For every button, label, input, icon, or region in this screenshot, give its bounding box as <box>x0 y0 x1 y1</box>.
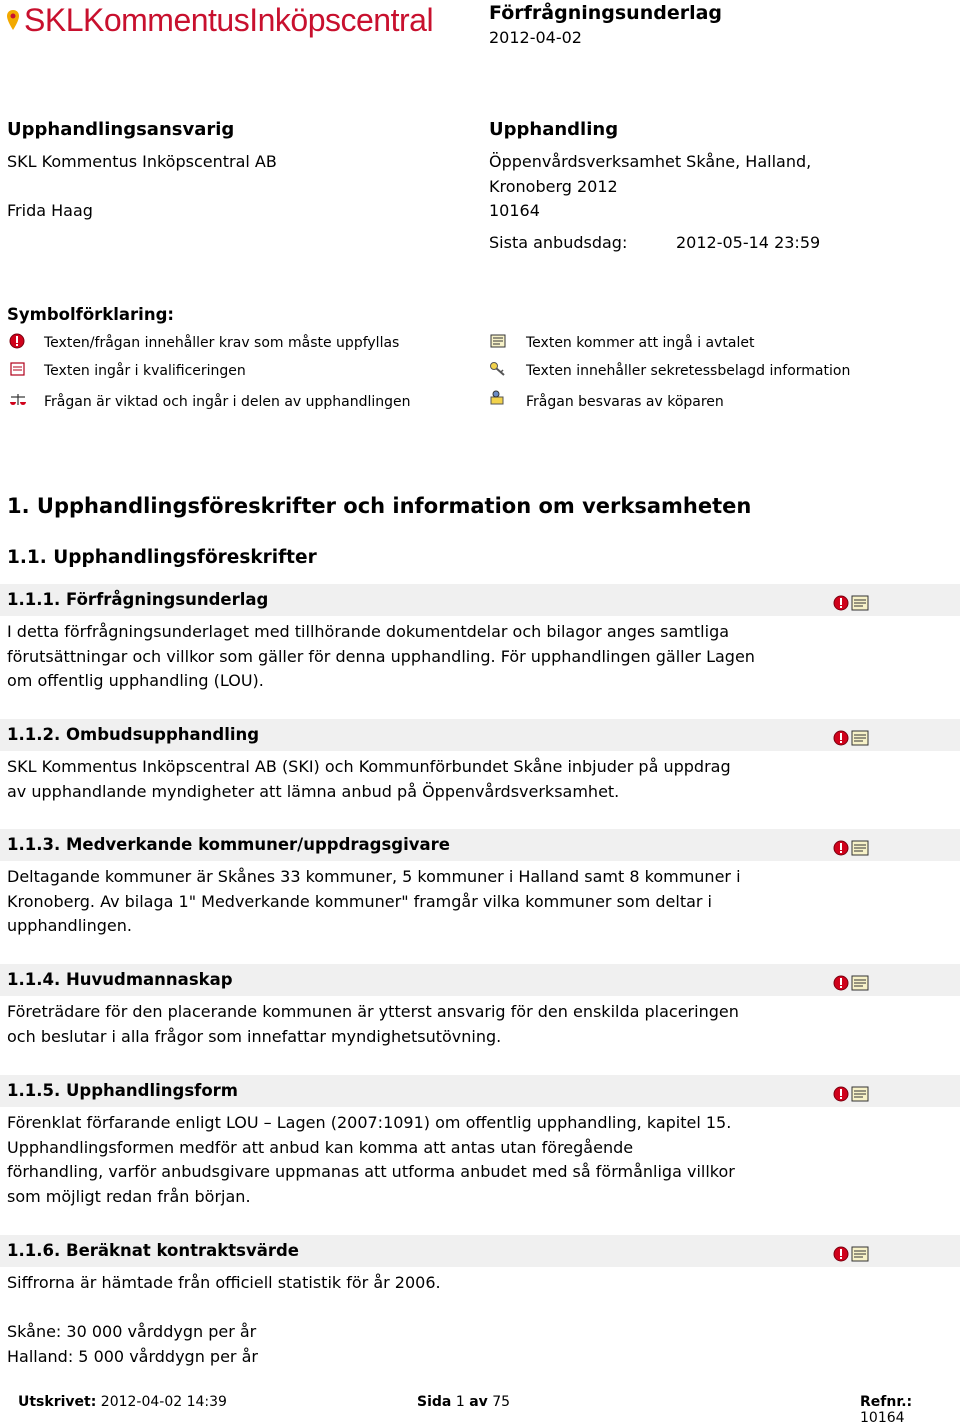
logo-text-kommentus: Kommentus <box>82 1 250 38</box>
procurement-name-line2: Kronoberg 2012 <box>489 177 618 196</box>
body-line: I detta förfrågningsunderlaget med tillhörande dokumentdelar och bilagor anges samtliga <box>7 622 730 641</box>
item-icons <box>833 1245 869 1262</box>
item-body <box>7 620 807 694</box>
document-date: 2012-04-02 <box>489 28 582 47</box>
page-number: 1 <box>455 1394 465 1410</box>
page-label: Sida <box>417 1394 452 1410</box>
exclamation-icon <box>833 839 850 856</box>
buyer-icon <box>489 390 507 406</box>
item-icons <box>833 594 869 611</box>
body-line: Halland: 5 000 vårddygn per år <box>7 1346 258 1366</box>
legend-text-buyer: Frågan besvaras av köparen <box>526 394 724 410</box>
scroll-icon <box>851 974 869 991</box>
ref-value: 10164 <box>860 1410 905 1426</box>
body-line: om offentlig upphandling (LOU). <box>7 671 264 691</box>
scroll-icon <box>851 1085 869 1102</box>
logo-text-inkopscentral: Inköpscentral <box>249 1 434 38</box>
legend-text-requirement: Texten/frågan innehåller krav som måste uppfyllas <box>44 335 400 351</box>
item-title: 1.1.5. Upphandlingsform <box>7 1081 238 1100</box>
item-icons <box>833 729 869 746</box>
blank-line <box>7 1296 807 1321</box>
scroll-icon <box>851 729 869 746</box>
item-icons <box>833 839 869 856</box>
legend-text-qualification: Texten ingår i kvalificeringen <box>44 363 246 379</box>
procurement-id: 10164 <box>489 201 540 220</box>
exclamation-icon <box>833 1085 850 1102</box>
document-title: Förfrågningsunderlag <box>489 2 723 24</box>
scroll-icon <box>851 594 869 611</box>
item-body <box>7 1000 807 1049</box>
logo-text-skl: SKL <box>24 1 83 38</box>
page-total: 75 <box>492 1394 511 1410</box>
section-heading: 1. Upphandlingsföreskrifter och information om verksamheten <box>7 494 752 518</box>
item-body <box>7 755 807 804</box>
printed-label: Utskrivet: <box>18 1394 97 1410</box>
exclamation-icon <box>833 1245 850 1262</box>
scale-icon <box>9 392 27 408</box>
qualification-icon <box>9 361 27 377</box>
exclamation-icon <box>833 974 850 991</box>
subsection-heading: 1.1. Upphandlingsföreskrifter <box>7 547 317 568</box>
footer-printed <box>18 1394 227 1410</box>
body-line: Kronoberg. Av bilaga 1" Medverkande kommuner" framgår vilka kommuner som deltar i <box>7 891 712 911</box>
location-pin-icon <box>6 9 20 31</box>
item-title: 1.1.6. Beräknat kontraktsvärde <box>7 1241 299 1260</box>
printed-value: 2012-04-02 14:39 <box>100 1394 227 1410</box>
item-body <box>7 1111 807 1209</box>
item-title: 1.1.3. Medverkande kommuner/uppdragsgivare <box>7 835 450 854</box>
legend-text-contract: Texten kommer att ingå i avtalet <box>526 335 755 351</box>
body-line: Skåne: 30 000 vårddygn per år <box>7 1322 257 1342</box>
body-line: Upphandlingsformen medför att anbud kan komma att antas utan föregående <box>7 1137 634 1157</box>
skl-logo <box>6 0 433 40</box>
body-line: och beslutar i alla frågor som innefattar myndighetsutövning. <box>7 1026 502 1046</box>
deadline-value: 2012-05-14 23:59 <box>676 233 821 252</box>
body-line: förhandling, varför anbudsgivare uppmanas att utforma anbudet med så förmånliga villkor <box>7 1162 735 1182</box>
body-line: förutsättningar och villkor som gäller för denna upphandling. För upphandlingen gäller Lagen <box>7 646 755 666</box>
body-line: Deltagande kommuner är Skånes 33 kommuner, 5 kommuner i Halland samt 8 kommuner i <box>7 867 741 886</box>
item-title: 1.1.4. Huvudmannaskap <box>7 970 233 989</box>
legend-text-weighted: Frågan är viktad och ingår i delen av upphandlingen <box>44 394 411 410</box>
responsible-heading: Upphandlingsansvarig <box>7 119 235 140</box>
body-line: av upphandlande myndigheter att lämna anbud på Öppenvårdsverksamhet. <box>7 781 620 801</box>
footer-ref <box>860 1394 960 1426</box>
item-body <box>7 1271 807 1369</box>
body-line: SKL Kommentus Inköpscentral AB (SKI) och Kommunförbundet Skåne inbjuder på uppdrag <box>7 757 731 776</box>
item-icons <box>833 1085 869 1102</box>
organisation-name: SKL Kommentus Inköpscentral AB <box>7 152 277 171</box>
body-line: Företrädare för den placerande kommunen är ytterst ansvarig för den enskilda placeringen <box>7 1002 739 1021</box>
procurement-heading: Upphandling <box>489 119 619 140</box>
key-icon <box>489 361 507 377</box>
page-of: av <box>469 1394 488 1410</box>
legend-text-confidential: Texten innehåller sekretessbelagd information <box>526 363 851 379</box>
scroll-icon <box>489 333 507 349</box>
exclamation-icon <box>9 333 27 349</box>
body-line: som möjligt redan från början. <box>7 1186 251 1206</box>
item-title: 1.1.1. Förfrågningsunderlag <box>7 590 269 609</box>
deadline-label: Sista anbudsdag: <box>489 233 628 252</box>
footer-page <box>417 1394 510 1410</box>
body-line: Förenklat förfarande enligt LOU – Lagen (2007:1091) om offentlig upphandling, kapitel 15. <box>7 1113 732 1132</box>
body-line: upphandlingen. <box>7 916 132 936</box>
item-icons <box>833 974 869 991</box>
exclamation-icon <box>833 729 850 746</box>
item-title: 1.1.2. Ombudsupphandling <box>7 725 260 744</box>
ref-label: Refnr.: <box>860 1394 913 1410</box>
scroll-icon <box>851 1245 869 1262</box>
body-line: Siffrorna är hämtade från officiell statistik för år 2006. <box>7 1273 441 1292</box>
contact-person: Frida Haag <box>7 201 93 220</box>
procurement-name-line1: Öppenvårdsverksamhet Skåne, Halland, <box>489 152 812 171</box>
exclamation-icon <box>833 594 850 611</box>
legend-heading: Symbolförklaring: <box>7 305 174 324</box>
item-body <box>7 865 807 939</box>
scroll-icon <box>851 839 869 856</box>
